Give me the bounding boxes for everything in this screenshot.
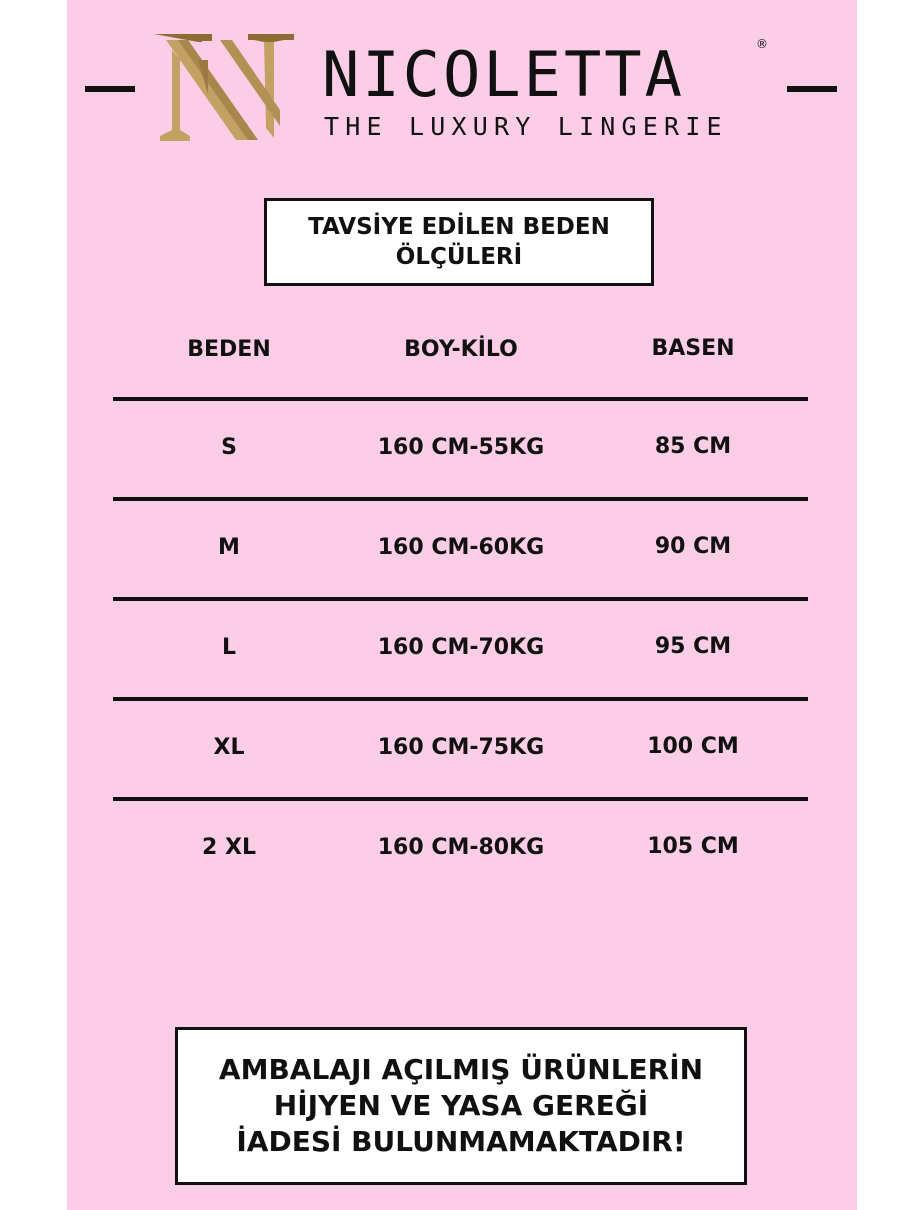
table-divider — [113, 397, 808, 401]
hip-cell: 105 CM — [647, 834, 739, 859]
height-weight-cell: 160 CM-70KG — [377, 635, 545, 660]
height-weight-cell: 160 CM-55KG — [377, 435, 545, 460]
size-chart-title — [264, 198, 654, 286]
hip-cell: 95 CM — [654, 634, 732, 659]
height-weight-cell: 160 CM-75KG — [377, 735, 545, 760]
table-divider — [113, 697, 808, 701]
brand-tagline: THE LUXURY LINGERIE — [324, 112, 728, 141]
column-header-hip: BASEN — [651, 336, 735, 361]
table-divider — [113, 497, 808, 501]
column-header-size: BEDEN — [187, 337, 271, 362]
size-cell: L — [221, 635, 237, 660]
hip-cell: 90 CM — [654, 534, 732, 559]
size-cell: XL — [213, 735, 245, 760]
column-header-height-weight: BOY-KİLO — [404, 337, 518, 362]
table-divider — [113, 797, 808, 801]
brand-name: NICOLETTA — [322, 38, 685, 111]
hip-cell: 100 CM — [647, 734, 739, 759]
hip-cell: 85 CM — [654, 434, 732, 459]
height-weight-cell: 160 CM-60KG — [377, 535, 545, 560]
registered-mark: ® — [756, 37, 768, 51]
title-line-2: ÖLÇÜLERİ — [395, 244, 523, 270]
notice-line-2: HİJYEN VE YASA GEREĞİ — [273, 1089, 649, 1122]
size-cell: 2 XL — [202, 835, 256, 860]
return-policy-notice — [175, 1027, 747, 1185]
title-line-1: TAVSİYE EDİLEN BEDEN — [308, 214, 610, 240]
header-dash-right — [787, 86, 837, 92]
nicoletta-logo-icon — [148, 30, 300, 145]
notice-line-1: AMBALAJI AÇILMIŞ ÜRÜNLERİN — [218, 1053, 704, 1086]
notice-line-3: İADESİ BULUNMAMAKTADIR! — [236, 1125, 686, 1158]
height-weight-cell: 160 CM-80KG — [377, 835, 545, 860]
table-divider — [113, 597, 808, 601]
size-cell: S — [221, 435, 237, 460]
size-cell: M — [218, 535, 240, 560]
header-dash-left — [85, 86, 135, 92]
